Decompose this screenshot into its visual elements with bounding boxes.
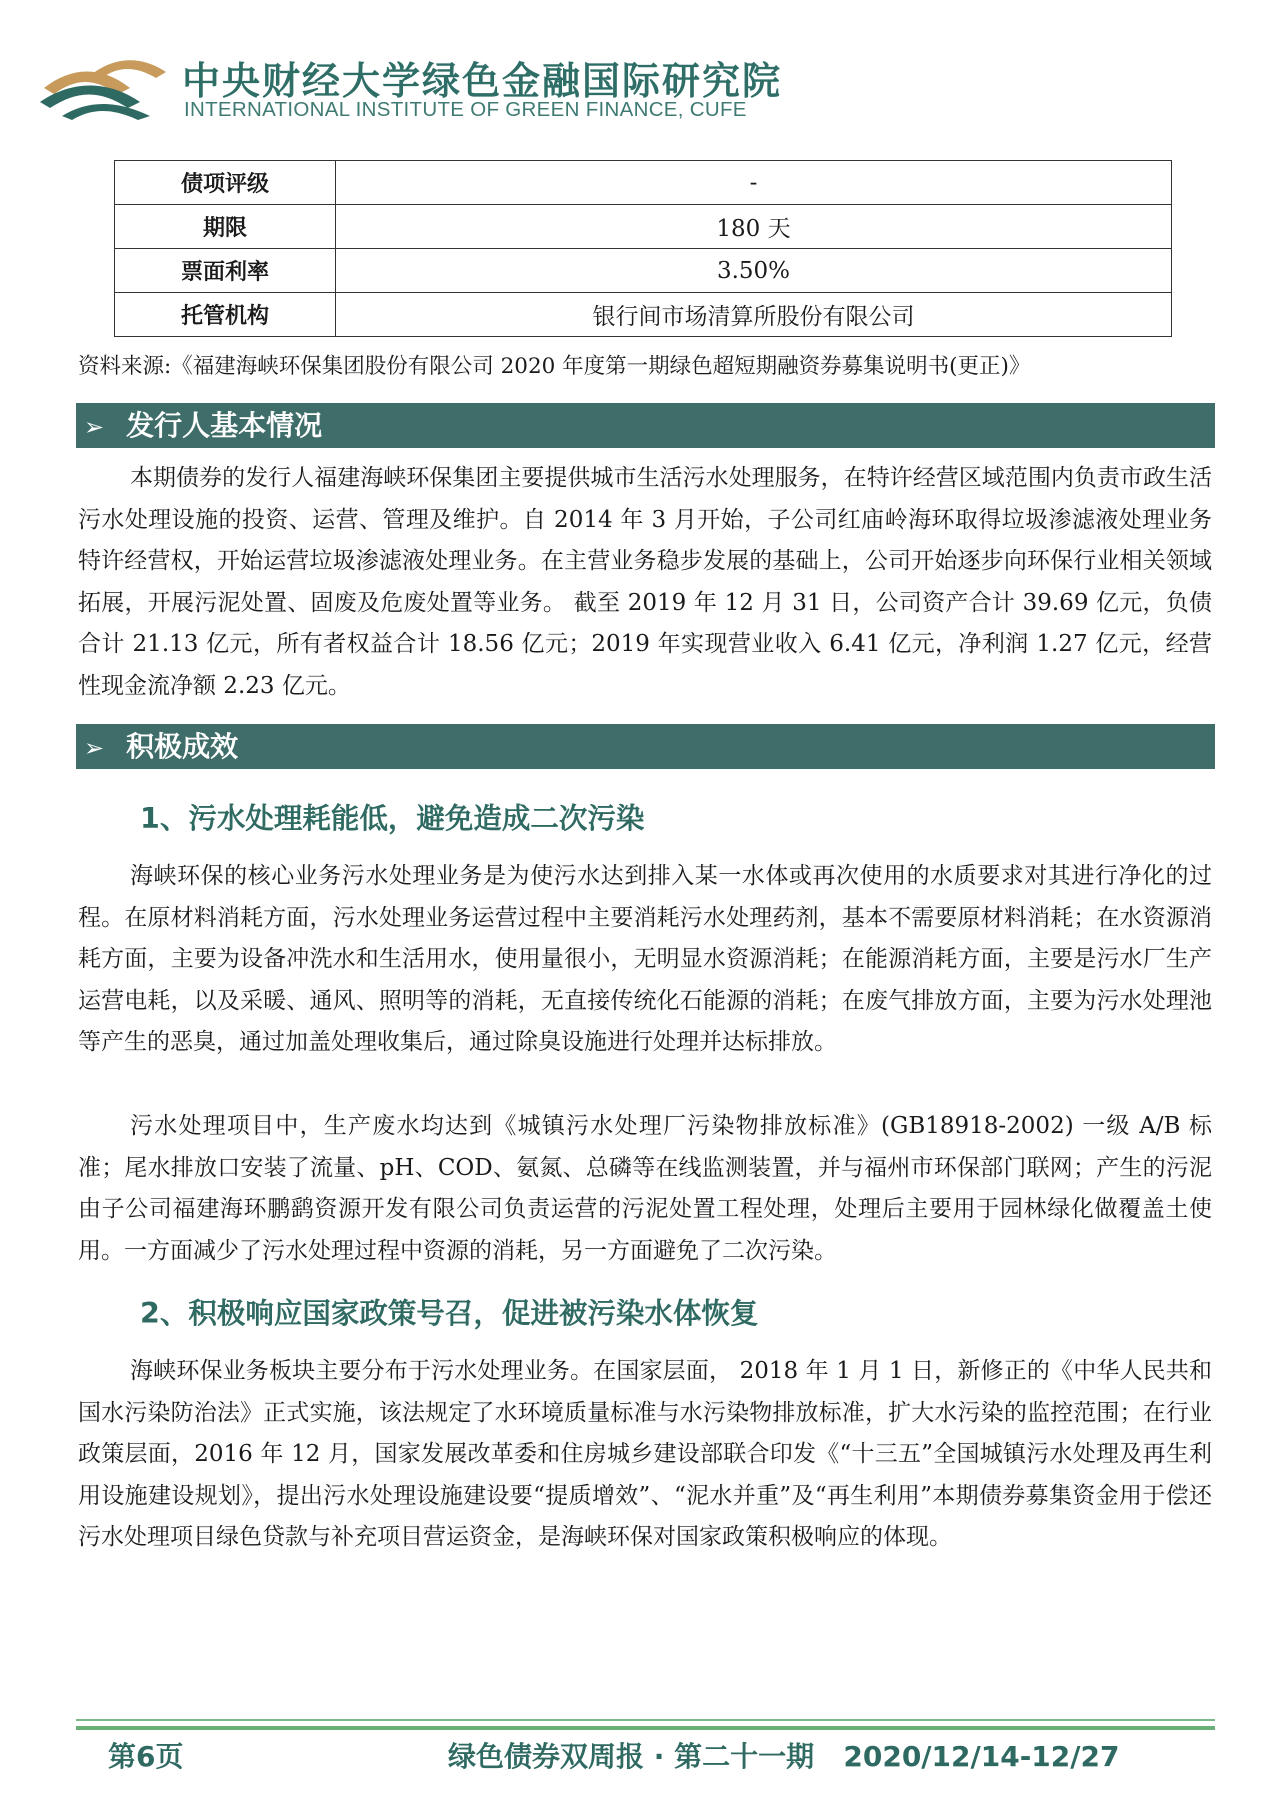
paragraph-effects-1a: 海峡环保的核心业务污水处理业务是为使污水达到排入某一水体或再次使用的水质要求对其进行净化的过程。在原材料消耗方面，污水处理业务运营过程中主要消耗污水处理药剂，基本不需要原材料消耗；在水资源消耗方面，主要为设备冲洗水和生活用水，使用量很小，无明显水资源消耗；在能源消耗方面，主要是污水厂生产运营电耗，以及采暖、通风、照明等的消耗，无直接传统化石能源的消耗；在废气排放方面，主要为污水处理池等产生的恶臭，通过加盖处理收集后，通过除臭设施进行处理并达标排放。	[78, 863, 1212, 1055]
footer-divider	[76, 1719, 1215, 1721]
journal-title: 绿色债券双周报 · 第二十一期 2020/12/14-12/27	[448, 1740, 1120, 1773]
org-name-en: INTERNATIONAL INSTITUTE OF GREEN FINANCE, CUFE	[184, 98, 747, 121]
table-row	[115, 293, 1172, 337]
footer-divider	[76, 1726, 1215, 1730]
table-cell-label: 期限	[115, 205, 336, 249]
table-cell-value: -	[336, 161, 1172, 205]
bond-info-table	[114, 160, 1172, 337]
page-header	[32, 36, 1032, 126]
table-row	[115, 205, 1172, 249]
org-name-cn: 中央财经大学绿色金融国际研究院	[182, 59, 783, 103]
section-header-effects	[76, 724, 1215, 769]
section-title: 积极成效	[126, 730, 239, 763]
subsection-title-1: 1、污水处理耗能低，避免造成二次污染	[140, 802, 645, 835]
arrow-right-icon: ➢	[84, 413, 105, 441]
table-row	[115, 161, 1172, 205]
table-cell-value: 3.50%	[336, 249, 1172, 293]
subsection-title-2: 2、积极响应国家政策号召，促进被污染水体恢复	[140, 1297, 759, 1330]
iigf-logo-icon	[32, 44, 172, 124]
table-cell-label: 托管机构	[115, 293, 336, 337]
table-cell-label: 票面利率	[115, 249, 336, 293]
page-number: 第6页	[108, 1740, 184, 1773]
table-row	[115, 249, 1172, 293]
arrow-right-icon: ➢	[84, 734, 105, 762]
section-title: 发行人基本情况	[126, 409, 323, 442]
table-cell-label: 债项评级	[115, 161, 336, 205]
paragraph-effects-1b: 污水处理项目中，生产废水均达到《城镇污水处理厂污染物排放标准》(GB18918-2002) 一级 A/B 标准；尾水排放口安装了流量、pH、COD、氨氮、总磷等在线监测装置，并与福州市环保部门联网；产生的污泥由子公司福建海环鹏鹞资源开发有限公司负责运营的污泥处置工程处理，处理后主要用于园林绿化做覆盖土使用。一方面减少了污水处理过程中资源的消耗，另一方面避免了二次污染。	[78, 1113, 1212, 1264]
paragraph-issuer: 本期债券的发行人福建海峡环保集团主要提供城市生活污水处理服务，在特许经营区域范围内负责市政生活污水处理设施的投资、运营、管理及维护。自 2014 年 3 月开始，子公司红庙岭海环取得垃圾渗滤液处理业务特许经营权，开始运营垃圾渗滤液处理业务。在主营业务稳步发展的基础上，公司开始逐步向环保行业相关领域拓展，开展污泥处置、固废及危废处置等业务。 截至 2019 年 12 月 31 日，公司资产合计 39.69 亿元，负债合计 21.13 亿元，所有者权益合计 18.56 亿元；2019 年实现营业收入 6.41 亿元，净利润 1.27 亿元，经营性现金流净额 2.23 亿元。	[78, 465, 1212, 699]
source-note: 资料来源:《福建海峡环保集团股份有限公司 2020 年度第一期绿色超短期融资券募集说明书(更正)》	[78, 354, 1031, 379]
paragraph-effects-2: 海峡环保业务板块主要分布于污水处理业务。在国家层面， 2018 年 1 月 1 日，新修正的《中华人民共和国水污染防治法》正式实施，该法规定了水环境质量标准与水污染物排放标准，扩大水污染的监控范围；在行业政策层面，2016 年 12 月，国家发展改革委和住房城乡建设部联合印发《“十三五”全国城镇污水处理及再生利用设施建设规划》，提出污水处理设施建设要“提质增效”、“泥水并重”及“再生利用”本期债券募集资金用于偿还污水处理项目绿色贷款与补充项目营运资金，是海峡环保对国家政策积极响应的体现。	[78, 1358, 1212, 1550]
table-cell-value: 180 天	[336, 205, 1172, 249]
table-cell-value: 银行间市场清算所股份有限公司	[336, 293, 1172, 337]
section-header-issuer	[76, 403, 1215, 448]
